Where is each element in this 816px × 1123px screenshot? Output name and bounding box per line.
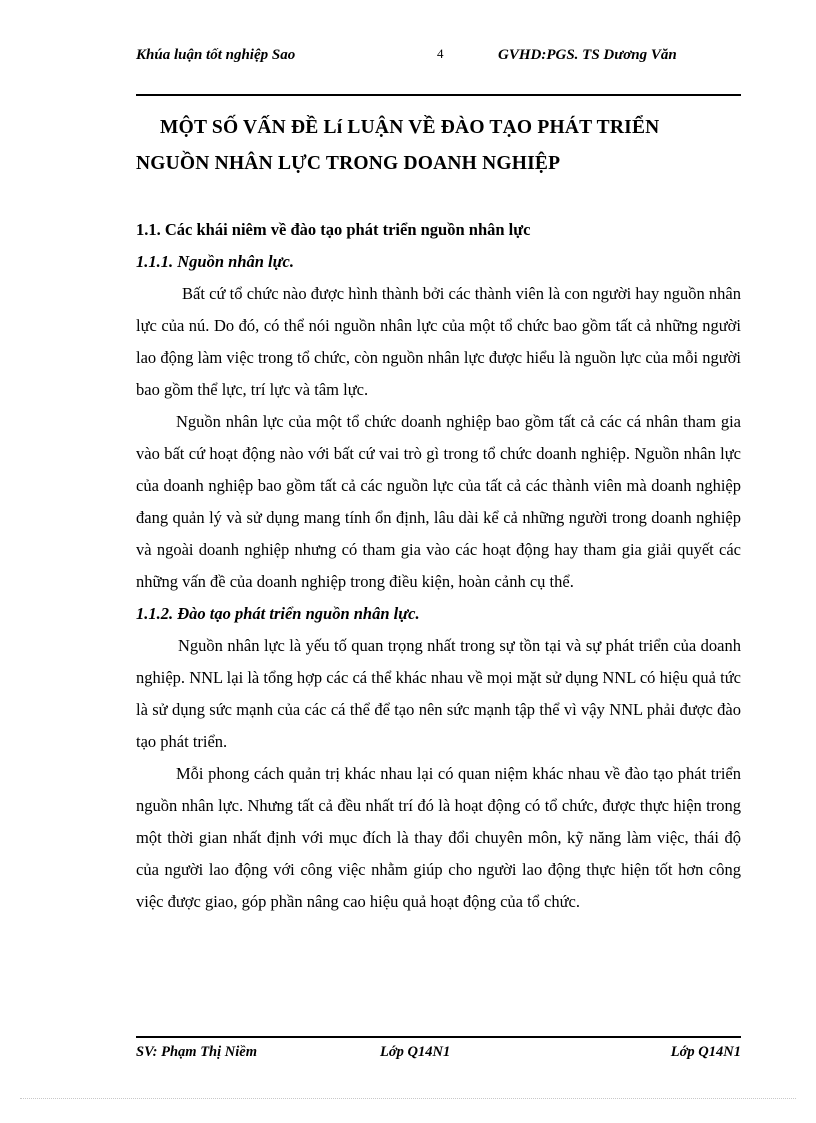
chapter-title-line-1: MỘT SỐ VẤN ĐỀ Lí LUẬN VỀ ĐÀO TẠO PHÁT TRIỂN	[160, 117, 660, 138]
header-thesis-label: Khúa luận tốt nghiệp Sao	[136, 47, 296, 63]
chapter-title-line-2: NGUỒN NHÂN LỰC TRONG DOANH NGHIỆP	[136, 153, 561, 174]
subsection-heading-2: 1.1.2. Đào tạo phát triển nguồn nhân lực.	[136, 604, 420, 623]
section-heading: 1.1. Các khái niêm về đào tạo phát triển nguồn nhân lực	[136, 220, 531, 239]
footer-student: SV: Phạm Thị Niềm	[136, 1044, 257, 1060]
page-number: 4	[437, 46, 444, 61]
document-body	[136, 214, 741, 918]
paragraph: Mỗi phong cách quản trị khác nhau lại có quan niệm khác nhau về đào tạo phát triển nguồn nhân lực. Nhưng tất cả đều nhất trí đó là hoạt động có tổ chức, được thực hiện trong một thời gian nhất định với mục đích là thay đổi chuyên môn, kỹ năng làm việc, thái độ của người lao động với công việc nhằm giúp cho người lao động thực hiện tốt hơn công việc được giao, góp phần nâng cao hiệu quả hoạt động của tổ chức.	[136, 764, 741, 911]
page-footer	[136, 1040, 741, 1064]
header-divider	[136, 94, 741, 96]
page-boundary	[20, 1098, 796, 1099]
footer-class: Lớp Q14N1	[380, 1044, 451, 1060]
paragraph: Bất cứ tổ chức nào được hình thành bởi các thành viên là con người hay nguồn nhân lực của nú. Do đó, có thể nói nguồn nhân lực của một tổ chức bao gồm tất cả những người lao động làm việc trong tổ chức, còn nguồn nhân lực được hiểu là nguồn lực của mỗi người bao gồm thể lực, trí lực và tâm lực.	[136, 284, 741, 399]
footer-class-right: Lớp Q14N1	[670, 1044, 741, 1060]
paragraph: Nguồn nhân lực là yếu tố quan trọng nhất trong sự tồn tại và sự phát triển của doanh nghiệp. NNL lại là tổng hợp các cá thể khác nhau về mọi mặt sử dụng NNL có hiệu quả tức là sử dụng sức mạnh của các cá thể để tạo nên sức mạnh tập thể vì vậy NNL phải được đào tạo phát triển.	[136, 636, 741, 751]
page-header	[136, 44, 741, 94]
paragraph: Nguồn nhân lực của một tổ chức doanh nghiệp bao gồm tất cả các cá nhân tham gia vào bất cứ hoạt động nào với bất cứ vai trò gì trong tổ chức doanh nghiệp. Nguồn nhân lực của doanh nghiệp bao gồm tất cả các nguồn lực của tất cả các thành viên mà doanh nghiệp đang quản lý và sử dụng mang tính ổn định, lâu dài kể cả những người trong doanh nghiệp và ngoài doanh nghiệp nhưng có tham gia vào các hoạt động hay tham gia giải quyết các những vấn đề của doanh nghiệp trong điều kiện, hoàn cảnh cụ thể.	[136, 412, 741, 591]
subsection-heading-1: 1.1.1. Nguồn nhân lực.	[136, 252, 294, 271]
header-supervisor: GVHD:PGS. TS Dương Văn	[498, 47, 677, 63]
chapter-title	[136, 110, 741, 182]
footer-divider	[136, 1036, 741, 1038]
